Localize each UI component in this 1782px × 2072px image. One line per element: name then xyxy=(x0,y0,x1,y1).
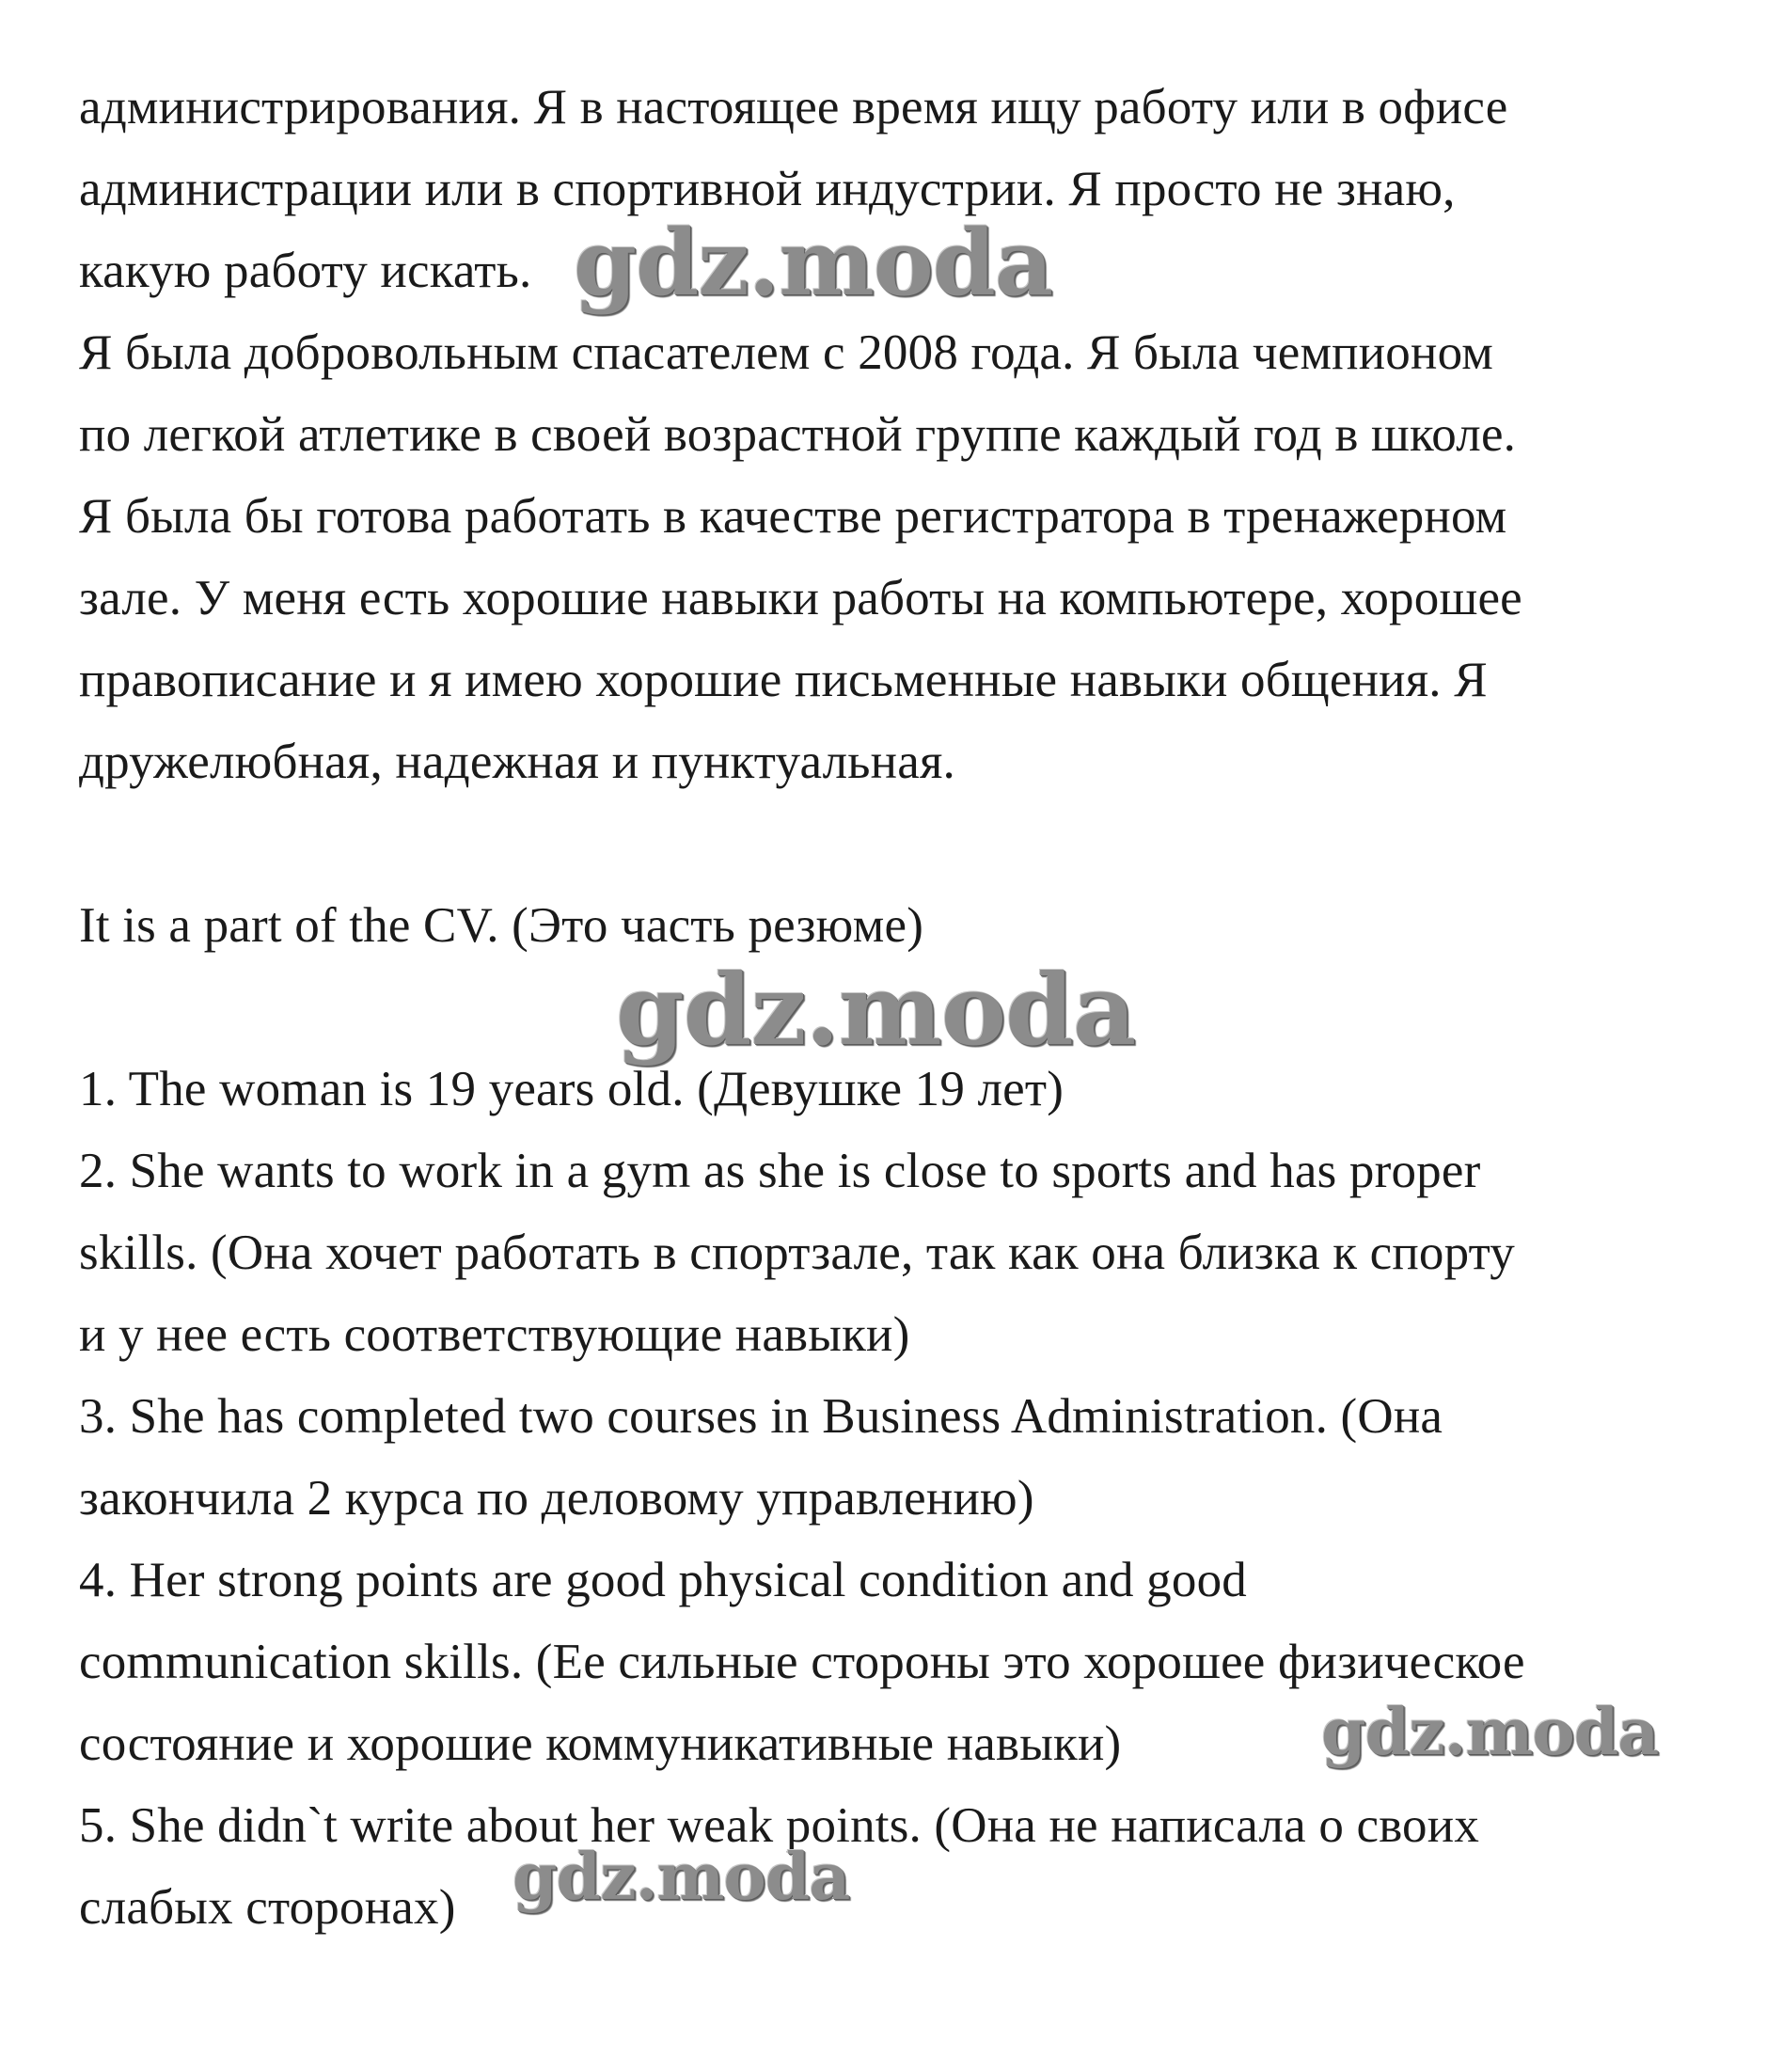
watermark-logo: gdz.moda xyxy=(616,952,1136,1068)
answer-line: и у нее есть соответствующие навыки) xyxy=(79,1307,910,1362)
answer-line: состояние и хорошие коммуникативные навыки) xyxy=(79,1716,1122,1771)
cv-statement: It is a part of the CV. (Это часть резюме) xyxy=(79,898,924,953)
text-line: Я была добровольным спасателем с 2008 года. Я была чемпионом xyxy=(79,325,1493,380)
text-line: какую работу искать. xyxy=(79,244,532,298)
answer-line: закончила 2 курса по деловому управлению) xyxy=(79,1471,1034,1526)
watermark-logo: gdz.moda xyxy=(1321,1695,1659,1770)
answer-line: skills. (Она хочет работать в спортзале, так как она близка к спорту xyxy=(79,1226,1515,1280)
answer-line: 5. She didn`t write about her weak points. (Она не написала о своих xyxy=(79,1798,1480,1853)
answer-line: 3. She has completed two courses in Business Administration. (Она xyxy=(79,1389,1443,1444)
text-line: администрации или в спортивной индустрии. Я просто не знаю, xyxy=(79,162,1456,216)
text-line: зале. У меня есть хорошие навыки работы на компьютере, хорошее xyxy=(79,571,1522,625)
text-line: администрирования. Я в настоящее время ищу работу или в офисе xyxy=(79,80,1508,134)
answer-line: 2. She wants to work in a gym as she is close to sports and has proper xyxy=(79,1144,1481,1198)
text-line: по легкой атлетике в своей возрастной группе каждый год в школе. xyxy=(79,407,1517,462)
answer-line: communication skills. (Ее сильные стороны это хорошее физическое xyxy=(79,1635,1525,1689)
watermark-logo: gdz.moda xyxy=(513,1840,850,1915)
watermark-logo: gdz.moda xyxy=(574,210,1053,316)
text-line: дружелюбная, надежная и пунктуальная. xyxy=(79,735,955,789)
text-line: правописание и я имею хорошие письменные навыки общения. Я xyxy=(79,653,1488,707)
answer-line: 1. The woman is 19 years old. (Девушке 19 лет) xyxy=(79,1062,1064,1116)
text-line: Я была бы готова работать в качестве регистратора в тренажерном xyxy=(79,489,1507,544)
answer-line: 4. Her strong points are good physical condition and good xyxy=(79,1553,1247,1607)
answer-line: слабых сторонах) xyxy=(79,1880,456,1935)
